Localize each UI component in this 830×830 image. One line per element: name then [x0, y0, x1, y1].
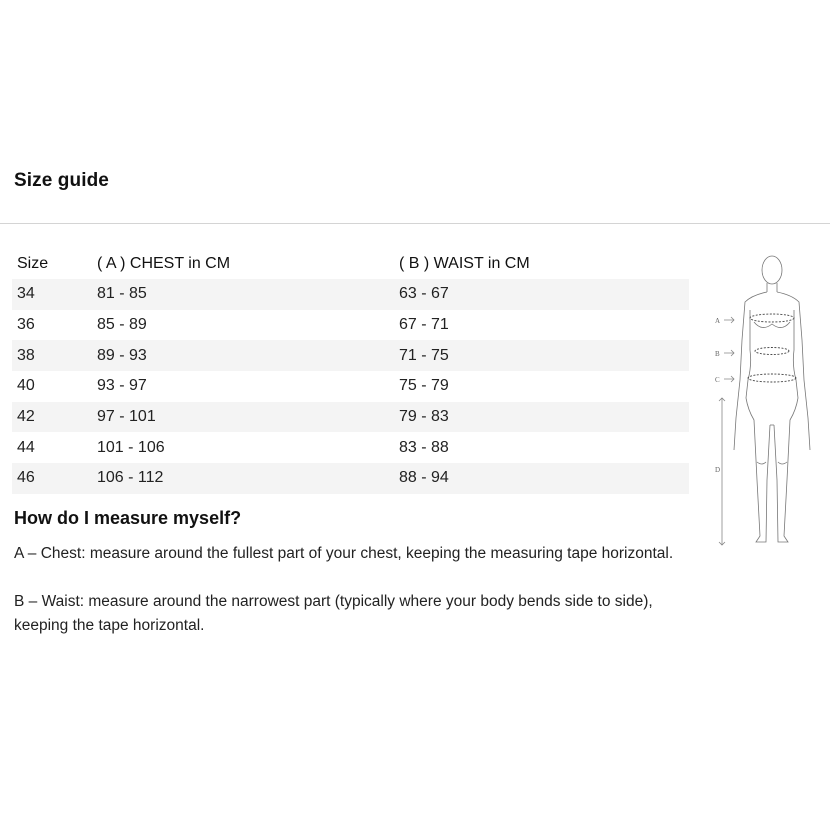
page-title: Size guide — [14, 170, 109, 191]
divider — [0, 223, 830, 224]
cell-waist: 88 - 94 — [394, 463, 689, 494]
measure-heading: How do I measure myself? — [14, 508, 242, 528]
figure-label-b: B — [715, 350, 720, 358]
table-row — [12, 463, 689, 494]
cell-chest: 81 - 85 — [92, 279, 394, 310]
cell-waist: 75 - 79 — [394, 371, 689, 402]
table-header-row — [12, 249, 689, 279]
cell-chest: 85 - 89 — [92, 310, 394, 341]
table-row — [12, 279, 689, 310]
cell-waist: 83 - 88 — [394, 432, 689, 463]
size-table — [12, 249, 689, 494]
table-row — [12, 310, 689, 341]
cell-chest: 101 - 106 — [92, 432, 394, 463]
cell-waist: 79 - 83 — [394, 402, 689, 433]
cell-size: 42 — [12, 402, 92, 433]
header-size: Size — [17, 255, 49, 272]
table-row — [12, 432, 689, 463]
cell-size: 40 — [12, 371, 92, 402]
table-row — [12, 371, 689, 402]
cell-chest: 93 - 97 — [92, 371, 394, 402]
cell-chest: 106 - 112 — [92, 463, 394, 494]
table-row — [12, 340, 689, 371]
cell-waist: 63 - 67 — [394, 279, 689, 310]
header-waist: ( B ) WAIST in CM — [399, 255, 530, 272]
header-chest: ( A ) CHEST in CM — [97, 255, 231, 272]
cell-size: 38 — [12, 340, 92, 371]
chest-instructions: A – Chest: measure around the fullest part of your chest, keeping the measuring tape horizontal. — [14, 545, 674, 562]
cell-chest: 97 - 101 — [92, 402, 394, 433]
body-measurement-figure — [712, 250, 822, 550]
cell-size: 46 — [12, 463, 92, 494]
cell-waist: 67 - 71 — [394, 310, 689, 341]
cell-size: 44 — [12, 432, 92, 463]
figure-label-a: A — [715, 317, 721, 325]
table-row — [12, 402, 689, 433]
figure-label-d: D — [715, 466, 721, 474]
cell-size: 36 — [12, 310, 92, 341]
cell-waist: 71 - 75 — [394, 340, 689, 371]
body-outline-icon — [712, 250, 822, 550]
cell-chest: 89 - 93 — [92, 340, 394, 371]
waist-instructions: B – Waist: measure around the narrowest part (typically where your body bends side to side), keeping the tape horizontal. — [14, 593, 653, 634]
cell-size: 34 — [12, 279, 92, 310]
figure-label-c: C — [715, 376, 720, 384]
